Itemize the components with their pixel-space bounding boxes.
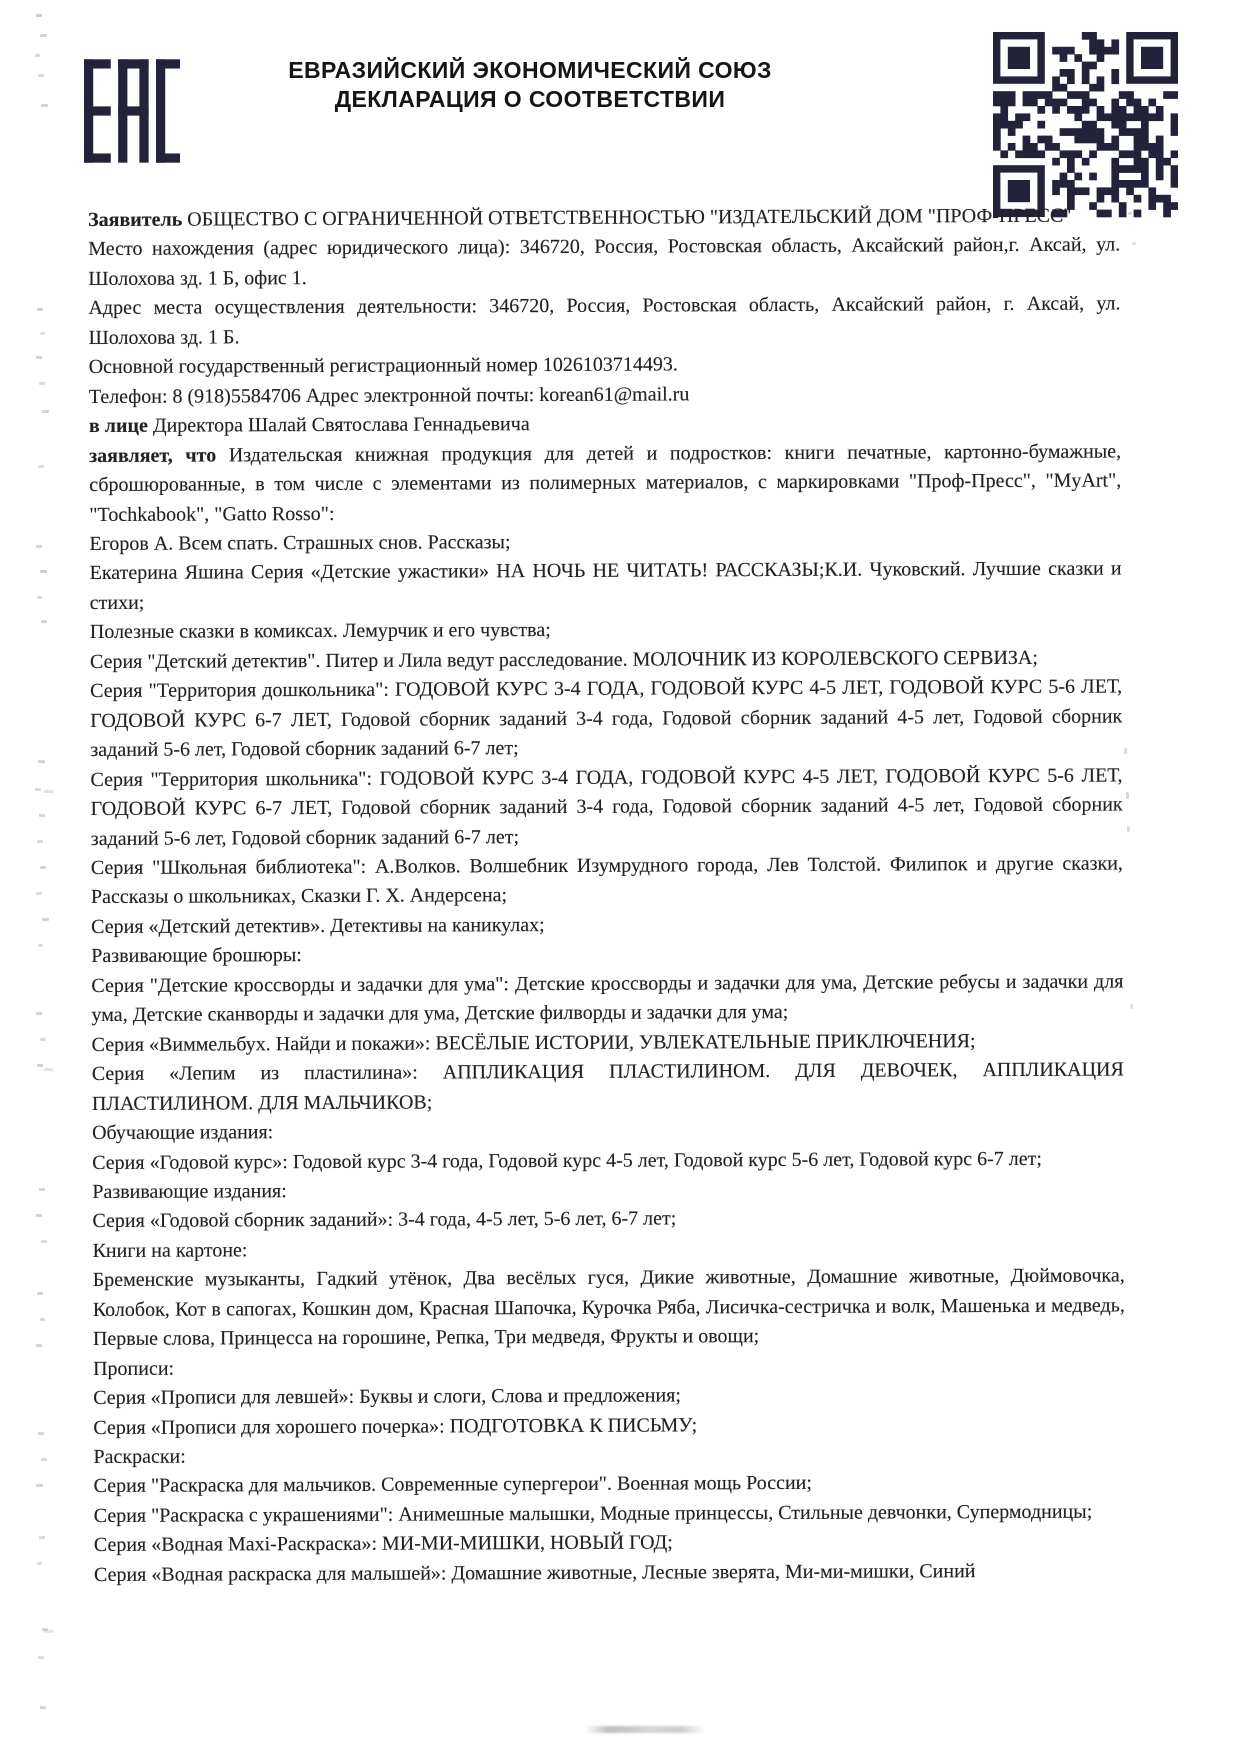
title-line-2: ДЕКЛАРАЦИЯ О СООТВЕТСТВИИ — [334, 86, 726, 112]
paragraph: в лице Директора Шалай Святослава Геннадьевича — [88, 413, 530, 438]
scan-speck — [41, 620, 47, 623]
scan-speck — [35, 54, 40, 58]
header-title — [205, 56, 855, 114]
paragraph: Серия "Школьная библиотека": А.Волков. Волшебник Изумрудного города, Лев Толстой. Филипок и другие сказки, Рассказы о школьниках, Сказки Г. Х. Андерсена; — [90, 852, 1123, 909]
scan-speck — [38, 465, 44, 468]
paragraph: Серия «Виммельбух. Найди и покажи»: ВЕСЁЛЫЕ ИСТОРИИ, УВЛЕКАТЕЛЬНЫЕ ПРИКЛЮЧЕНИЯ; — [91, 1029, 976, 1056]
paragraph: заявляет, что Издательская книжная продукция для детей и подростков: книги печатные, картонно-бумажные, сброшюрованные, в том числе с элементами из полимерных материалов, с маркировками "Проф-Пресс", "MyArt", "Tochkabook", "Gatto Rosso": — [89, 440, 1122, 526]
scan-speck — [42, 410, 49, 413]
paragraph: Серия "Раскраска для мальчиков. Современные супергерои". Военная мощь России; — [93, 1472, 812, 1498]
scan-speck — [36, 356, 42, 359]
paragraph: Серия «Годовой курс»: Годовой курс 3-4 года, Годовой курс 4-5 лет, Годовой курс 5-6 лет, Годовой курс 6-7 лет; — [92, 1147, 1042, 1174]
scan-speck — [40, 1038, 46, 1041]
scan-speck — [41, 1458, 47, 1461]
scan-speck — [40, 866, 46, 869]
scan-speck — [41, 104, 48, 108]
bottom-smudge — [585, 1726, 705, 1733]
paragraph: Серия "Детские кроссворды и задачки для ума": Детские кроссворды и задачки для ума, Детские ребусы и задачки для ума, Детские сканворды и задачки для ума, Детские филворды и задачки для ума; — [91, 970, 1124, 1027]
scan-speck — [38, 1656, 44, 1660]
scan-speck — [37, 596, 42, 599]
scan-speck — [1128, 212, 1132, 215]
scan-speck — [38, 760, 45, 764]
scan-speck — [40, 332, 45, 335]
paragraph: Адрес места осуществления деятельности: 346720, Россия, Ростовская область, Аксайский район, г. Аксай, ул. Шолохова зд. 1 Б. — [88, 292, 1121, 349]
paragraph: Развивающие брошюры: — [91, 944, 302, 968]
scan-speck — [44, 1068, 53, 1072]
scan-speck — [38, 74, 44, 77]
paragraph: Обучающие издания: — [91, 1121, 274, 1145]
paragraph: Телефон: 8 (918)5584706 Адрес электронной почты: korean61@mail.ru — [88, 383, 690, 408]
title-line-1: ЕВРАЗИЙСКИЙ ЭКОНОМИЧЕСКИЙ СОЮЗ — [288, 57, 772, 83]
paragraph: Заявитель ОБЩЕСТВО С ОГРАНИЧЕННОЙ ОТВЕТСТВЕННОСТЬЮ "ИЗДАТЕЛЬСКИЙ ДОМ "ПРОФ-ПРЕСС" — [88, 204, 1072, 231]
paragraph: Серия «Лепим из пластилина»: АППЛИКАЦИЯ ПЛАСТИЛИНОМ. ДЛЯ ДЕВОЧЕК, АППЛИКАЦИЯ ПЛАСТИЛИНОМ. ДЛЯ МАЛЬЧИКОВ; — [91, 1058, 1124, 1115]
scan-speck — [36, 892, 42, 896]
paragraph: Серия "Территория дошкольника": ГОДОВОЙ КУРС 3-4 ГОДА, ГОДОВОЙ КУРС 4-5 ЛЕТ, ГОДОВОЙ КУРС 5-6 ЛЕТ, ГОДОВОЙ КУРС 6-7 ЛЕТ, Годовой сборник заданий 3-4 года, Годовой сборник заданий 4-5 лет, Годовой сборник заданий 5-6 лет, Годовой сборник заданий 6-7 лет; — [90, 675, 1123, 762]
paragraph: Книги на картоне: — [92, 1239, 248, 1262]
scan-speck — [40, 34, 47, 37]
document-body — [88, 201, 1126, 1590]
paragraph: Серия "Раскраска с украшениями": Анимешные малышки, Модные принцессы, Стильные девчонки, Супермодницы; — [93, 1500, 1093, 1527]
scan-speck — [39, 382, 45, 385]
paragraph: Раскраски: — [93, 1445, 186, 1469]
scan-speck — [36, 1484, 43, 1487]
scan-speck — [35, 788, 41, 791]
scan-speck — [37, 1064, 43, 1067]
paragraph: Серия «Детский детектив». Детективы на каникулах; — [91, 913, 545, 938]
scan-speck — [39, 814, 45, 817]
scan-speck — [36, 545, 42, 548]
paragraph: Серия «Прописи для хорошего почерка»: ПОДГОТОВКА К ПИСЬМУ; — [93, 1413, 698, 1439]
scan-speck — [36, 1012, 42, 1015]
eac-mark-icon — [84, 54, 180, 168]
scan-speck — [44, 1630, 54, 1634]
scan-speck — [44, 790, 54, 793]
paragraph: Егоров А. Всем спать. Страшных снов. Рассказы; — [89, 531, 511, 555]
scan-speck — [37, 1292, 43, 1295]
scan-speck — [36, 14, 42, 17]
eac-logo — [84, 54, 180, 168]
scan-speck — [39, 1536, 45, 1539]
paragraph: Место нахождения (адрес юридического лица): 346720, Россия, Ростовская область, Аксайский район,г. Аксай, ул. Шолохова зд. 1 Б, офис 1. — [88, 233, 1121, 290]
paragraph: Серия «Годовой сборник заданий»: 3-4 года, 4-5 лет, 5-6 лет, 6-7 лет; — [92, 1207, 677, 1233]
scan-speck — [40, 1706, 46, 1709]
paragraph: Бременские музыканты, Гадкий утёнок, Два весёлых гуся, Дикие животные, Домашние животные, Дюймовочка, Колобок, Кот в сапогах, Кошкин дом, Красная Шапочка, Курочка Ряба, Лисичка-сестричка и волк, Машенька и медведь, Первые слова, Принцесса на горошине, Репка, Три медведя, Фрукты и овощи; — [92, 1264, 1125, 1351]
paragraph: Развивающие издания: — [92, 1180, 287, 1203]
paragraph: Прописи: — [93, 1357, 175, 1380]
paragraph: Серия "Детский детектив". Питер и Лила ведут расследование. МОЛОЧНИК ИЗ КОРОЛЕВСКОГО СЕРВИЗА; — [89, 646, 1038, 673]
qr-code — [993, 32, 1178, 219]
paragraph: Полезные сказки в комиксах. Лемурчик и его чувства; — [89, 619, 551, 644]
scan-speck — [38, 1432, 44, 1435]
paragraph: Екатерина Яшина Серия «Детские ужастики» НА НОЧЬ НЕ ЧИТАТЬ! РАССКАЗЫ;К.И. Чуковский. Лучшие сказки и стихи; — [89, 557, 1122, 614]
scan-speck — [40, 1318, 45, 1322]
scan-speck — [36, 1344, 42, 1347]
scan-speck — [36, 1214, 42, 1217]
scan-speck — [37, 840, 43, 843]
scan-speck — [1124, 748, 1127, 754]
scan-speck — [1130, 1004, 1133, 1009]
scan-speck — [1132, 242, 1136, 245]
scan-speck — [1126, 792, 1129, 799]
paragraph: Основной государственный регистрационный номер 1026103714493. — [88, 353, 678, 379]
paragraph: Серия «Водная раскраска для малышей»: Домашние животные, Лесные зверята, Ми-ми-мишки, Синий — [93, 1559, 976, 1586]
paragraph: Серия "Территория школьника": ГОДОВОЙ КУРС 3-4 ГОДА, ГОДОВОЙ КУРС 4-5 ЛЕТ, ГОДОВОЙ КУРС 5-6 ЛЕТ, ГОДОВОЙ КУРС 6-7 ЛЕТ, Годовой сборник заданий 3-4 года, Годовой сборник заданий 4-5 лет, Годовой сборник заданий 5-6 лет, Годовой сборник заданий 6-7 лет; — [90, 764, 1123, 850]
paragraph: Серия «Водная Maxi-Раскраска»: МИ-МИ-МИШКИ, НОВЫЙ ГОД; — [93, 1531, 673, 1557]
scan-speck — [38, 944, 43, 947]
paragraph: Серия «Прописи для левшей»: Буквы и слоги, Слова и предложения; — [93, 1384, 681, 1410]
scan-speck — [37, 1562, 42, 1565]
scan-speck — [1127, 826, 1130, 832]
scan-speck — [37, 308, 43, 311]
scan-speck — [40, 570, 47, 573]
scan-speck — [41, 1240, 47, 1243]
scan-speck — [39, 1188, 45, 1191]
scan-speck — [42, 918, 49, 921]
